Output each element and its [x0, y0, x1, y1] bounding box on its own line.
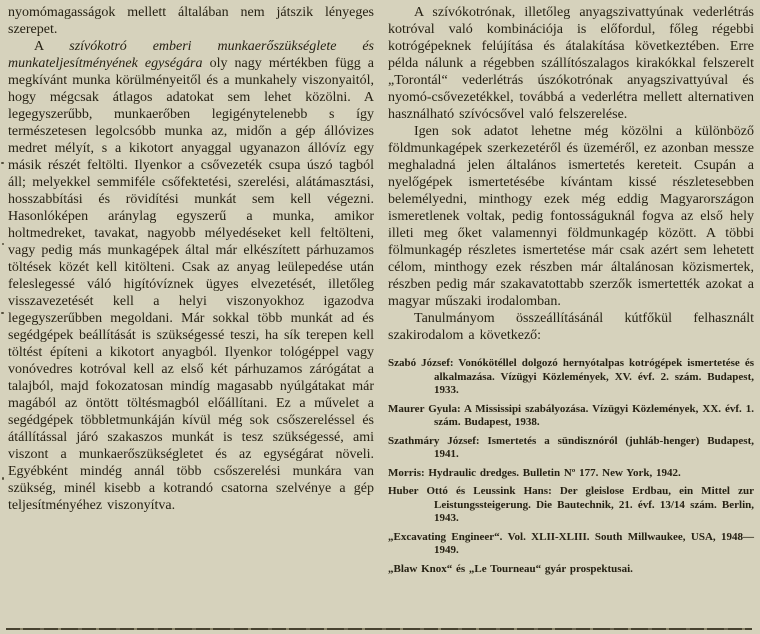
bottom-rule [6, 628, 752, 630]
bibliography-entry: Maurer Gyula: A Mississipi szabályozása. Vízügyi Közlemények, XX. évf. 1. szám. Budapest, 1938. [388, 402, 754, 428]
scan-speck [2, 477, 4, 480]
bibliography-entry: Huber Ottó és Leussink Hans: Der gleislose Erdbau, ein Mittel zur Leistungssteigerung. Die Bautechnik, 21. évf. 13/14 szám. Berlin, 1943. [388, 485, 754, 524]
paragraph-scope-note: Igen sok adatot lehetne még közölni a különböző földmunkagépek szerkezetéről és üzeméről, ez azonban messze meghaladná jelen általános ismertetés kereteit. Csupán a nyelőgépek ismertetésébe kívántam kissé részletesebben belemélyedni, minthogy ezek még eddig Magyarországon ismeretlenek voltak, pedig fontosságuknál fogva az első hely illeti meg őket valamennyi földmunkagép között. A többi fölmunkagép részletes ismertetése már csak azért sem lehetett célom, minthogy ezek részben már általánosan közismertek, részben pedig már szakavatottabb szerzők ismertették azokat a magyar műszaki irodalomban. [388, 124, 754, 309]
scan-speck [2, 243, 4, 245]
paragraph-main-pre: A [34, 39, 70, 54]
scan-speck [1, 312, 4, 314]
paragraph-main-rest: oly nagy mértékben függ a megkívánt munka körülményeitől és a munkahely viszonyaitól, hogy mégcsak átlagos adatokat sem lehet közölni. A legegyszerűbb, munkaerőben legigénytelenebb s így természetesen legolcsóbb munka az, midőn a gép állóvizes medret mélyít, s a kikotort anyaggal ugyanazon állóvíz egy másik részét feltölti. Ilyenkor a csővezeték csupa úszó tagból áll; melyekkel semmiféle csőfektetési, szerelési, alátámasztási, hosszabbítási és rövidítési munkát sem kell végezni. Hasonlóképen aránylag egyszerű a munka, amikor holtmedreket, tavakat, nagyobb mélyedéseket kell feltölteni, vagy pedig más munkagépek által már elkészített párhuzamos töltések közét kell kitölteni. Csak az anyag leülepedése után feleslegessé váló higítóvíznek ügyes elvezetését, illetőleg visszavezetését kell a helyi viszonyokhoz igazodva legegyszerűbben megoldani. Már sokkal több munkát ad és segédgépek beállítását is szükségessé teszi, ha sík terepen kell töltést építeni a kikotort anyagból. Ilyenkor tológéppel vagy vonóvedres kotróval kell az első két párhuzamos zárógátat a talajból, majd fokozatosan mindíg magasabb nyúlgátakat már magából az öntött töltésmagból előállítani. Ez a művelet a segédgépek többletmunkáján kívül még sok csőszereléssel és átállítással járó szakaszos munkát is tesz szükségessé, ami viszont a munkaerőszükségletet és az egységárat növeli. Egyébként mindég annál több csőszerelési munkára van szükség, minél kisebb a kotrandó csatorna szelvénye a gép teljesítményéhez viszonyítva. [8, 56, 374, 513]
right-column [388, 4, 754, 634]
left-column [8, 4, 374, 634]
bibliography-entry: Szabó József: Vonókötéllel dolgozó hernyótalpas kotrógépek ismertetése és alkalmazása. Vízügyi Közlemények, XV. évf. 2. szám. Budapest, 1933. [388, 357, 754, 396]
bibliography-entry: Szathmáry József: Ismertetés a sündisznóról (juhláb-henger) Budapest, 1941. [388, 434, 754, 460]
bibliography-entry: „Excavating Engineer“. Vol. XLII-XLIII. South Millwaukee, USA, 1948—1949. [388, 530, 754, 556]
bibliography-list [388, 357, 754, 576]
paragraph-main [8, 38, 374, 514]
paragraph-dredger-combination: A szívókotrónak, illetőleg anyagszivattyúnak vederlétrás kotróval való kombinációja is előfordul, főleg régebbi kotrógépeknek felújítása és átalakítása következtében. Erre példa nálunk a régebben szállítószalagos kirakókkal felszerelt „Torontál“ vederlétrás úszókotrónak anyagszivattyúval és nyomó-csővezetékkel, továbbá a vederlétra mellett alternativen használható szívócsővel való felszerelése. [388, 5, 754, 122]
bibliography-entry: „Blaw Knox“ és „Le Tourneau“ gyár prospektusai. [388, 562, 633, 575]
emphasis-italic: szívókotró emberi munkaerőszükséglete és munkateljesítményének egységára [8, 39, 375, 71]
paragraph-continuation: nyomómagasságok mellett általában nem játszik lényeges szerepet. [8, 5, 374, 37]
paragraph-sources-intro: Tanulmányom összeállításánál kútfőkül felhasznált szakirodalom a következő: [388, 311, 754, 343]
scan-speck [1, 162, 4, 164]
bibliography-entry: Morris: Hydraulic dredges. Bulletin Nº 177. New York, 1942. [388, 466, 681, 479]
